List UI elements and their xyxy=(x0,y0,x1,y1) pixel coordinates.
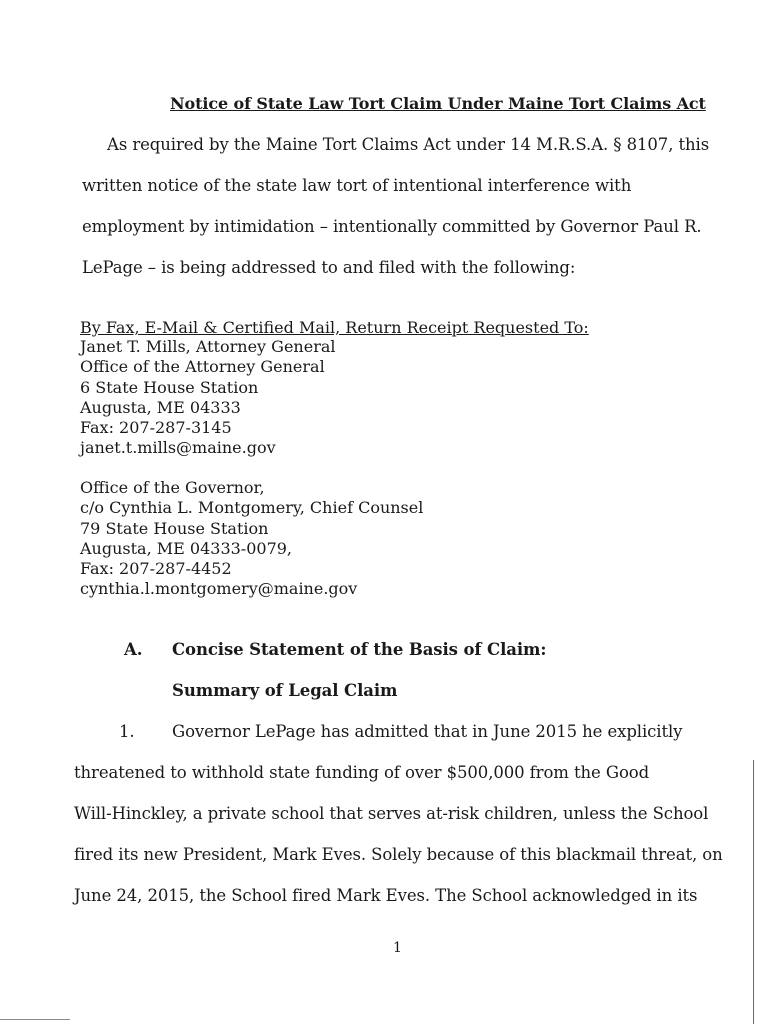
recipient-governor-office xyxy=(80,478,423,600)
recipient-2-line: 79 State House Station xyxy=(80,518,269,538)
subheading-summary: Summary of Legal Claim xyxy=(172,681,398,700)
section-a-heading: Concise Statement of the Basis of Claim: xyxy=(172,640,547,659)
intro-line-4: LePage – is being addressed to and filed with the following: xyxy=(82,258,576,277)
recipient-attorney-general xyxy=(80,337,336,459)
scan-edge-line xyxy=(753,760,754,1024)
recipient-2-line: Augusta, ME 04333-0079, xyxy=(80,538,293,558)
paragraph-1-line-5: June 24, 2015, the School fired Mark Eves. The School acknowledged in its xyxy=(74,886,698,905)
scan-corner-mark xyxy=(0,1019,70,1020)
intro-line-1: As required by the Maine Tort Claims Act under 14 M.R.S.A. § 8107, this xyxy=(107,135,710,154)
paragraph-1-line-2: threatened to withhold state funding of over $500,000 from the Good xyxy=(74,763,650,782)
paragraph-1-line-3: Will-Hinckley, a private school that serves at-risk children, unless the School xyxy=(74,804,709,823)
recipient-2-line: Office of the Governor, xyxy=(80,478,265,497)
page-number: 1 xyxy=(393,940,402,956)
intro-line-3: employment by intimidation – intentionally committed by Governor Paul R. xyxy=(82,217,702,236)
paragraph-1-number: 1. xyxy=(119,722,135,741)
recipient-1-line: 6 State House Station xyxy=(80,377,259,397)
intro-line-2: written notice of the state law tort of intentional interference with xyxy=(82,176,632,195)
recipient-1-line: Fax: 207-287-3145 xyxy=(80,418,232,438)
recipient-2-line: Fax: 207-287-4452 xyxy=(80,559,232,579)
recipient-1-email: janet.t.mills@maine.gov xyxy=(80,438,276,458)
paragraph-1-line-1: Governor LePage has admitted that in June 2015 he explicitly xyxy=(172,722,683,741)
recipient-1-line: Augusta, ME 04333 xyxy=(80,397,241,417)
recipient-2-line: c/o Cynthia L. Montgomery, Chief Counsel xyxy=(80,498,424,518)
document-title: Notice of State Law Tort Claim Under Maine Tort Claims Act xyxy=(170,94,706,113)
recipient-2-email: cynthia.l.montgomery@maine.gov xyxy=(80,579,358,599)
paragraph-1-line-4: fired its new President, Mark Eves. Solely because of this blackmail threat, on xyxy=(74,845,723,864)
recipient-1-line: Office of the Attorney General xyxy=(80,357,325,377)
section-a-label: A. xyxy=(124,640,143,659)
recipient-1-line: Janet T. Mills, Attorney General xyxy=(80,337,336,356)
delivery-heading: By Fax, E-Mail & Certified Mail, Return Receipt Requested To: xyxy=(80,318,589,337)
